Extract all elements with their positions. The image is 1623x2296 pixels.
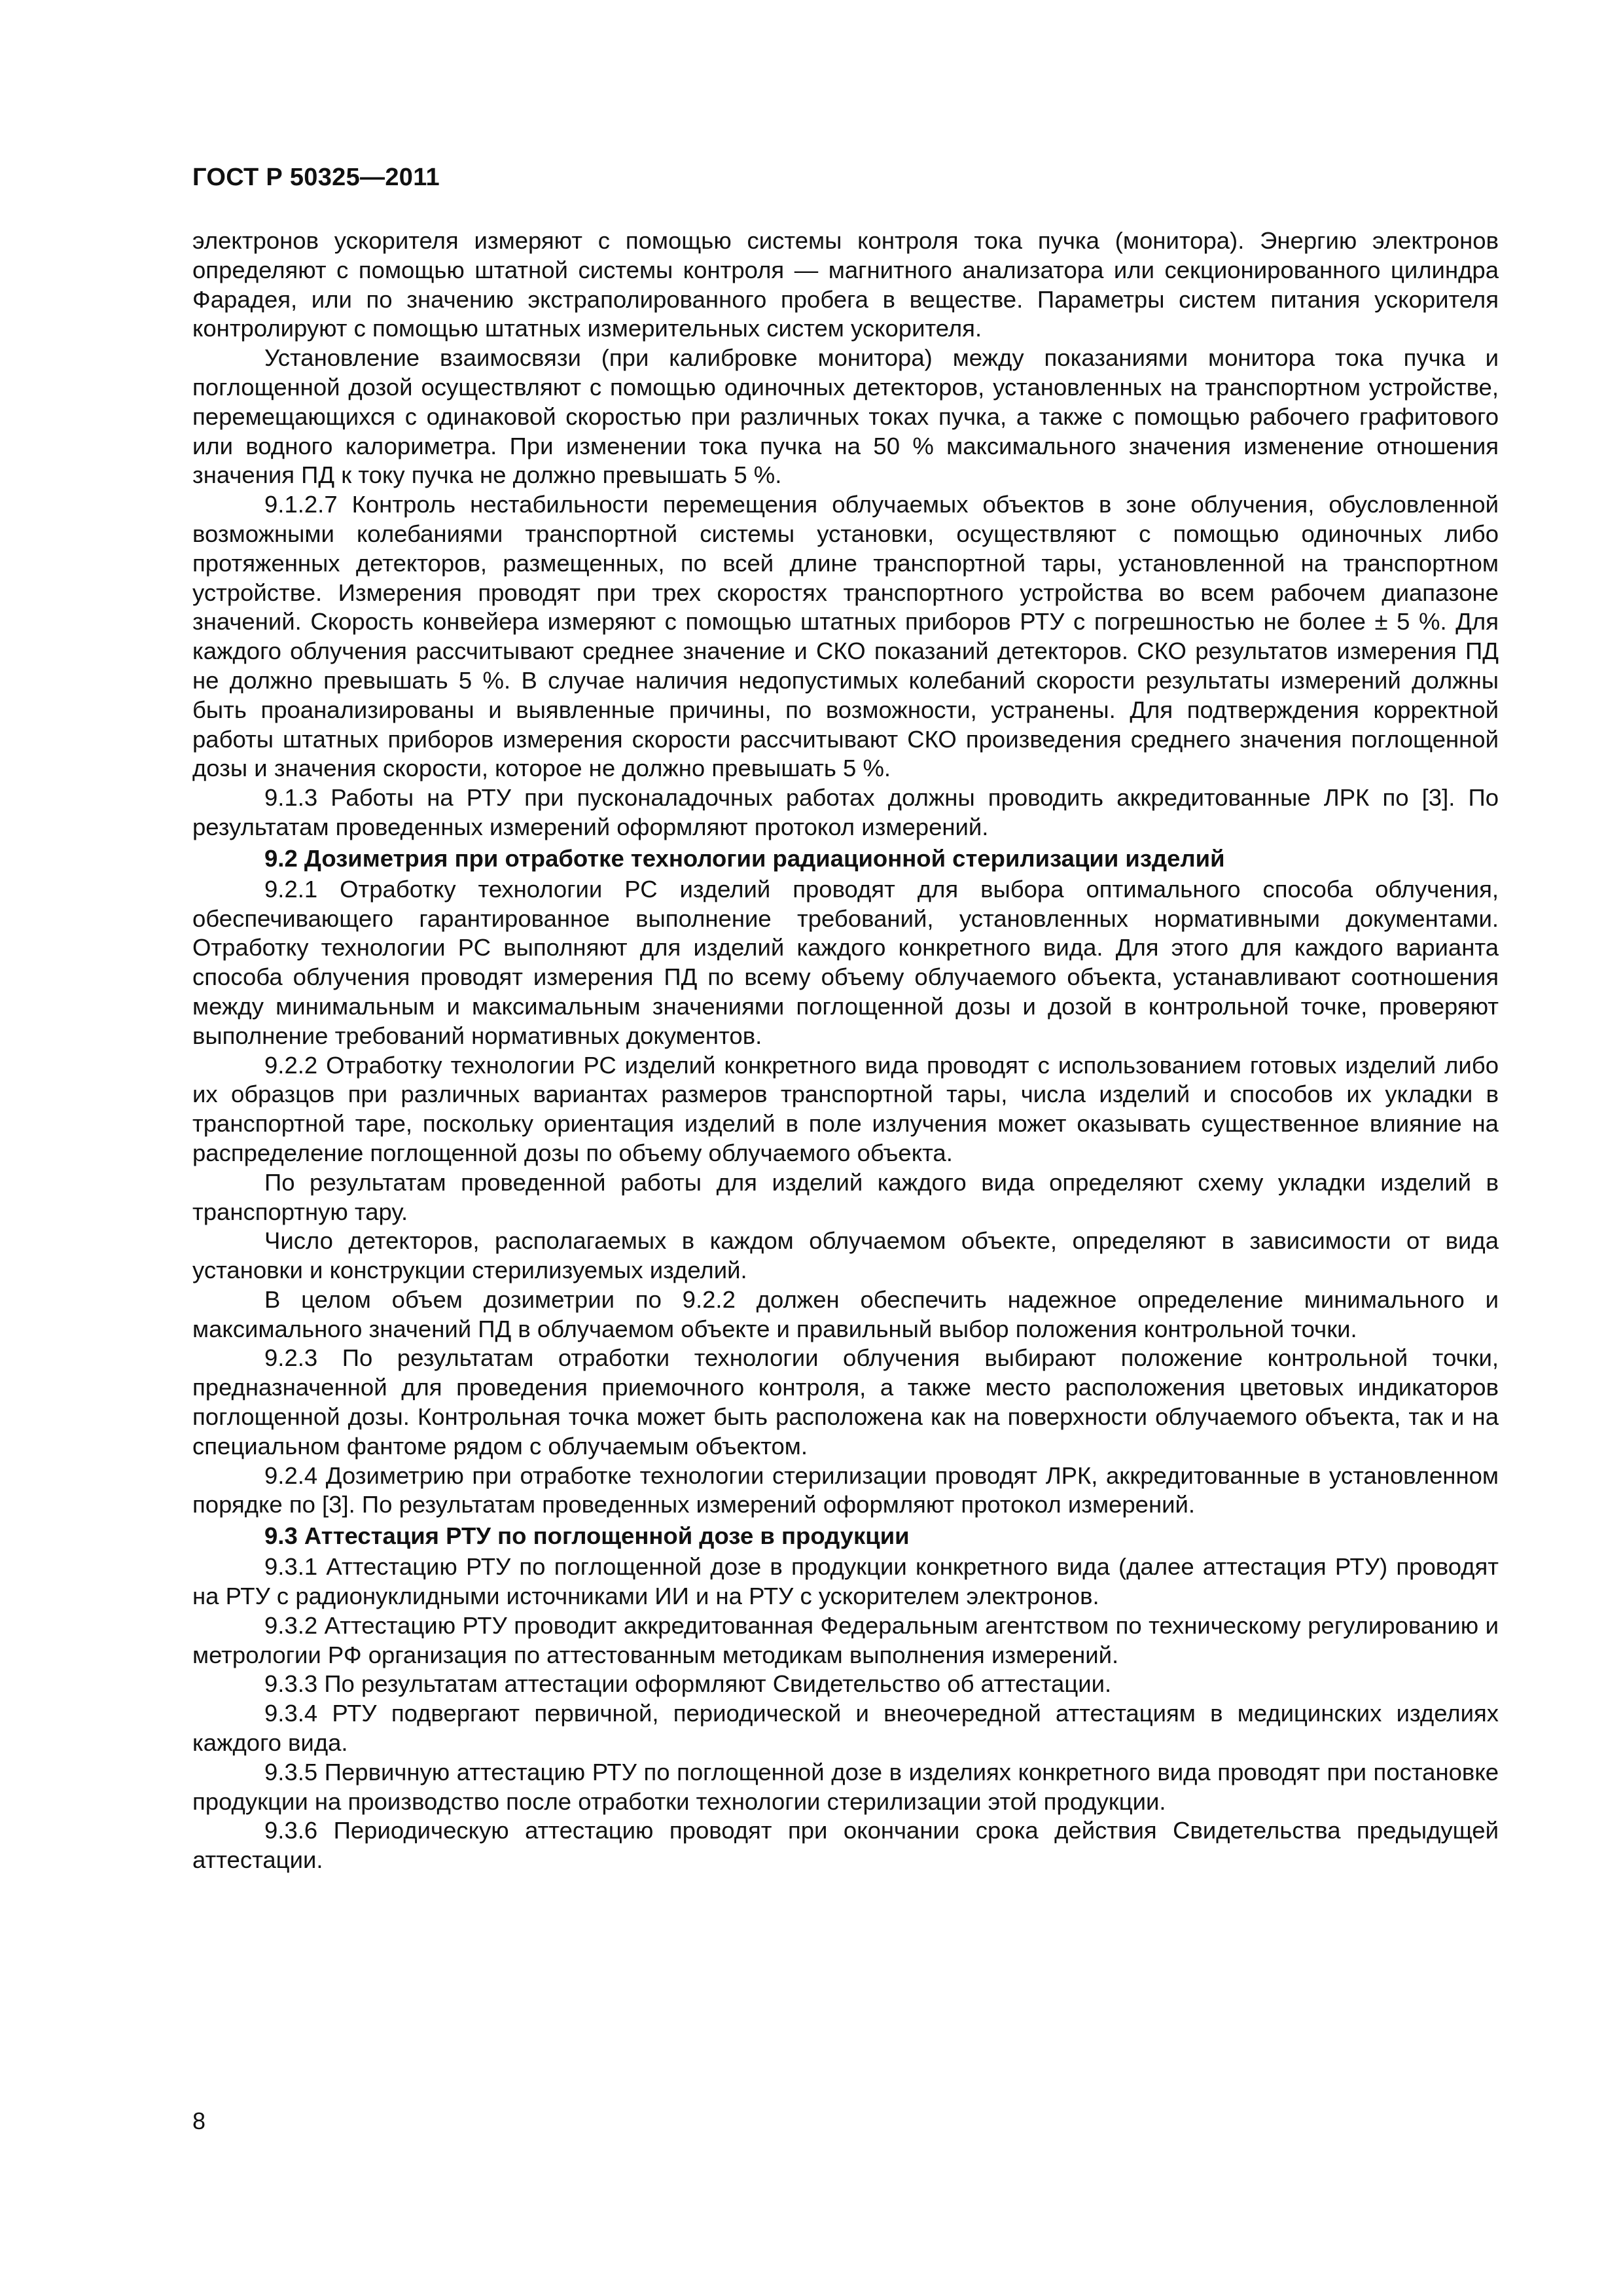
paragraph: 9.3.1 Аттестацию РТУ по поглощенной дозе в продукции конкретного вида (далее аттестация РТУ) проводят на РТУ с радионуклидными источниками ИИ и на РТУ с ускорителем электронов. <box>192 1553 1499 1610</box>
paragraph: 9.2.4 Дозиметрию при отработке технологии стерилизации проводят ЛРК, аккредитованные в установленном порядке по [3]. По результатам проведенных измерений оформляют протокол измерений. <box>192 1462 1499 1518</box>
paragraph: Установление взаимосвязи (при калибровке монитора) между показаниями монитора тока пучка и поглощенной дозой осуществляют с помощью одиночных детекторов, установленных на транспортном устройстве, перемещающихся с одинаковой скоростью при различных токах пучка, а также с помощью рабочего графитового или водного калориметра. При изменении тока пучка на 50 % максимального значения изменение отношения значения ПД к току пучка не должно превышать 5 %. <box>192 344 1499 489</box>
paragraph: 9.3.5 Первичную аттестацию РТУ по поглощенной дозе в изделиях конкретного вида проводят при постановке продукции на производство после отработки технологии стерилизации этой продукции. <box>192 1758 1499 1815</box>
paragraph: 9.3.3 По результатам аттестации оформляют Свидетельство об аттестации. <box>264 1670 1112 1698</box>
paragraph: Число детекторов, располагаемых в каждом облучаемом объекте, определяют в зависимости от вида установки и конструкции стерилизуемых изделий. <box>192 1227 1499 1284</box>
paragraph: 9.3.6 Периодическую аттестацию проводят при окончании срока действия Свидетельства предыдущей аттестации. <box>192 1817 1499 1874</box>
paragraph: 9.3.2 Аттестацию РТУ проводит аккредитованная Федеральным агентством по техническому регулированию и метрологии РФ организация по аттестованным методикам выполнения измерений. <box>192 1611 1499 1668</box>
paragraph: В целом объем дозиметрии по 9.2.2 должен обеспечить надежное определение минимального и максимального значений ПД в облучаемом объекте и правильный выбор положения контрольной точки. <box>192 1285 1499 1342</box>
document-body <box>192 226 1499 1875</box>
document-header: ГОСТ Р 50325—2011 <box>192 164 440 191</box>
section-heading: 9.2 Дозиметрия при отработке технологии радиационной стерилизации изделий <box>264 844 1225 872</box>
paragraph: 9.2.3 По результатам отработки технологии облучения выбирают положение контрольной точки, предназначенной для проведения приемочного контроля, а также место расположения цветовых индикаторов поглощенной дозы. Контрольная точка может быть расположена как на поверхности облучаемого объекта, так и на специальном фантоме рядом с облучаемым объектом. <box>192 1344 1499 1460</box>
paragraph: По результатам проведенной работы для изделий каждого вида определяют схему укладки изделий в транспортную тару. <box>192 1168 1499 1225</box>
section-heading: 9.3 Аттестация РТУ по поглощенной дозе в продукции <box>264 1522 910 1550</box>
page-number: 8 <box>192 2108 206 2134</box>
paragraph: 9.3.4 РТУ подвергают первичной, периодической и внеочередной аттестациям в медицинских изделиях каждого вида. <box>192 1700 1499 1757</box>
paragraph: 9.1.2.7 Контроль нестабильности перемещения облучаемых объектов в зоне облучения, обусловленной возможными колебаниями транспортной системы установки, осуществляют с помощью одиночных либо протяженных детекторов, размещенных, по всей длине транспортной тары, установленной на транспортном устройстве. Измерения проводят при трех скоростях транспортного устройства во всем рабочем диапазоне значений. Скорость конвейера измеряют с помощью штатных приборов РТУ с погрешностью не более ± 5 %. Для каждого облучения рассчитывают среднее значение и СКО показаний детекторов. СКО результатов измерения ПД не должно превышать 5 %. В случае наличия недопустимых колебаний скорости результаты измерений должны быть проанализированы и выявленные причины, по возможности, устранены. Для подтверждения корректной работы штатных приборов измерения скорости рассчитывают СКО произведения среднего значения поглощенной дозы и значения скорости, которое не должно превышать 5 %. <box>192 491 1499 782</box>
paragraph: 9.2.1 Отработку технологии РС изделий проводят для выбора оптимального способа облучения, обеспечивающего гарантированное выполнение требований, установленных нормативными документами. Отработку технологии РС выполняют для изделий каждого конкретного вида. Для этого для каждого варианта способа облучения проводят измерения ПД по всему объему облучаемого объекта, устанавливают соотношения между минимальным и максимальным значениями поглощенной дозы и дозой в контрольной точке, проверяют выполнение требований нормативных документов. <box>192 875 1499 1049</box>
paragraph: электронов ускорителя измеряют с помощью системы контроля тока пучка (монитора). Энергию электронов определяют с помощью штатной системы контроля — магнитного анализатора или секционированного цилиндра Фарадея, или по значению экстраполированного пробега в веществе. Параметры систем питания ускорителя контролируют с помощью штатных измерительных систем ускорителя. <box>192 227 1499 342</box>
paragraph: 9.2.2 Отработку технологии РС изделий конкретного вида проводят с использованием готовых изделий либо их образцов при различных вариантах размеров транспортной тары, числа изделий и способов их укладки в транспортной таре, поскольку ориентация изделий в поле излучения может оказывать существенное влияние на распределение поглощенной дозы по объему облучаемого объекта. <box>192 1051 1499 1166</box>
paragraph: 9.1.3 Работы на РТУ при пусконаладочных работах должны проводить аккредитованные ЛРК по [3]. По результатам проведенных измерений оформляют протокол измерений. <box>192 784 1499 840</box>
